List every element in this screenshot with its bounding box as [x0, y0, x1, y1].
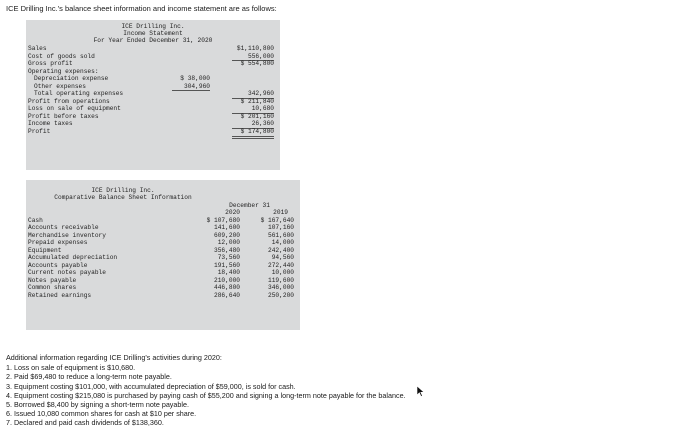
is-row: Total operating expenses 342,960 — [34, 90, 274, 97]
bs-row: Common shares 446,800 346,000 — [28, 284, 294, 291]
list-item: 1. Loss on sale of equipment is $10,680. — [6, 363, 136, 373]
bs-year-row: 2020 2019 — [225, 209, 288, 216]
bs-row: Current notes payable 18,400 10,000 — [28, 269, 294, 276]
is-row: Other expenses 304,960 — [34, 82, 210, 90]
additional-title: Additional information regarding ICE Drilling's activities during 2020: — [6, 353, 222, 362]
is-row: Gross profit $ 554,800 — [28, 60, 274, 67]
is-row: Depreciation expense $ 38,000 — [34, 75, 210, 82]
is-row: Operating expenses: — [28, 67, 99, 75]
is-row: Profit before taxes $ 201,160 — [28, 112, 274, 120]
bs-row: Cash $ 107,680 $ 167,640 — [28, 216, 294, 224]
additional-information — [6, 353, 406, 428]
bs-row: Prepaid expenses 12,000 14,000 — [28, 239, 294, 246]
bs-row: Notes payable 210,000 119,600 — [28, 276, 294, 284]
bs-row: Retained earnings 286,640 250,200 — [28, 291, 294, 299]
list-item: 3. Equipment costing $101,000, with accumulated depreciation of $59,000, is sold for cash. — [6, 381, 296, 391]
list-item: 6. Issued 10,080 common shares for cash at $10 per share. — [6, 409, 197, 419]
bs-company: ICE Drilling Inc. — [91, 187, 155, 194]
is-row: Profit from operations $ 211,840 — [28, 97, 274, 105]
mouse-pointer-icon — [417, 386, 425, 397]
intro-text: ICE Drilling Inc.'s balance sheet information and income statement are as follows: — [6, 4, 277, 13]
bs-date-header-row: December 31 — [229, 202, 270, 209]
income-statement-table — [26, 20, 280, 170]
is-row: Loss on sale of equipment 10,680 — [28, 105, 274, 112]
bs-row: Accounts payable 191,560 272,440 — [28, 261, 294, 269]
is-company: ICE Drilling Inc. — [121, 23, 185, 30]
list-item: 4. Equipment costing $215,080 is purchased by paying cash of $55,200 and signing a long-term note payable for the balance. — [6, 390, 406, 400]
is-title: Income Statement — [123, 30, 183, 37]
bs-row: Accounts receivable 141,600 107,160 — [28, 224, 294, 231]
list-item: 5. Borrowed $8,400 by signing a short-term note payable. — [6, 400, 189, 410]
list-item: 2. Paid $69,480 to reduce a long-term note payable. — [6, 372, 172, 382]
bs-row: Accumulated depreciation 73,560 94,560 — [28, 254, 294, 261]
double-underline — [232, 138, 274, 139]
is-row: Cost of goods sold 556,000 — [28, 52, 274, 60]
is-period: For Year Ended December 31, 2020 — [93, 37, 213, 44]
bs-row: Equipment 356,480 242,400 — [28, 246, 294, 254]
is-row: Profit $ 174,800 — [28, 127, 274, 135]
double-underline — [232, 136, 274, 137]
is-row: Sales $1,110,800 — [28, 45, 274, 52]
balance-sheet-table — [26, 180, 300, 330]
bs-title: Comparative Balance Sheet Information — [54, 194, 192, 201]
bs-row: Merchandise inventory 609,200 561,600 — [28, 231, 294, 239]
list-item: 7. Declared and paid cash dividends of $138,360. — [6, 418, 164, 428]
is-row: Income taxes 26,360 — [28, 120, 274, 127]
